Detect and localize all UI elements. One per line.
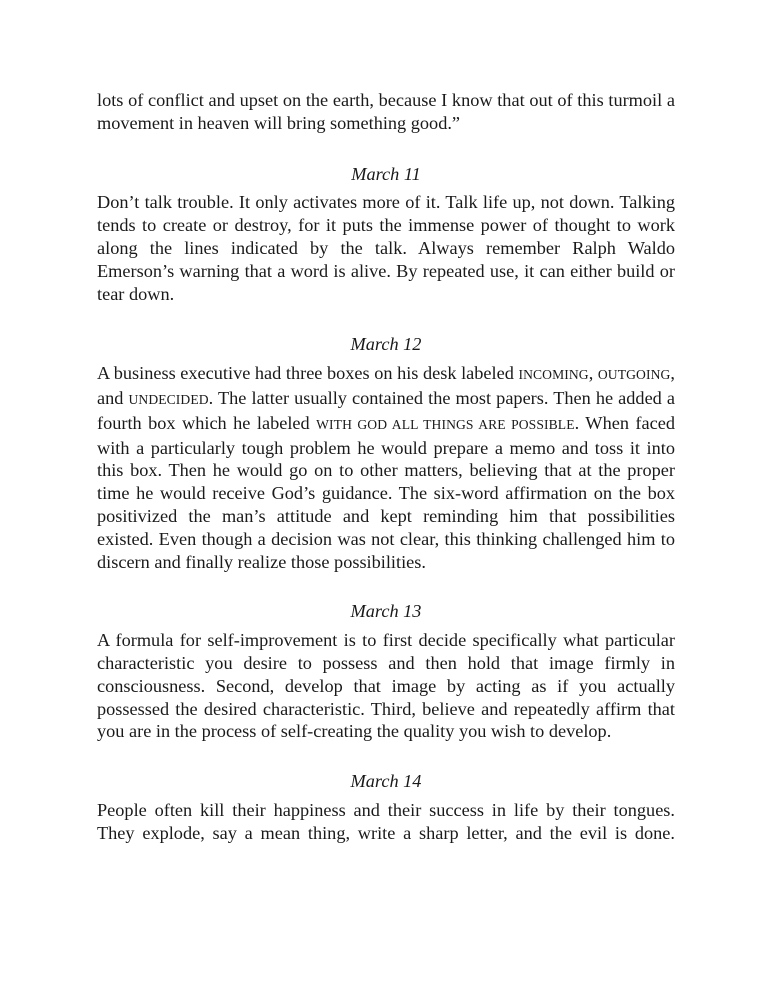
- text-segment: . When faced with a particularly tough problem he would prepare a memo and toss it into this box. Then he would go on to other matters, believing that at the proper time he would receive God’s guidance. The six-word affirmation on the box positivized the man’s attitude and kept reminding him that possibilities existed. Even though a decision was not clear, this thinking challenged him to discern and finally realize those possibilities.: [97, 412, 675, 572]
- box-label-with-god: WITH GOD ALL THINGS ARE POSSIBLE: [316, 416, 575, 432]
- opening-paragraph: lots of conflict and upset on the earth, because I know that out of this turmoil a movement in heaven will bring something good.”: [97, 90, 675, 133]
- entry-heading-march-12: March 12: [350, 334, 422, 355]
- entry-heading-march-14: March 14: [350, 771, 422, 792]
- box-label-incoming: INCOMING: [518, 367, 589, 383]
- text-segment: A business executive had three boxes on his desk labeled: [97, 363, 519, 384]
- entry-text-march-13: A formula for self-improvement is to first decide specifically what particular characteristic you desire to possess and then hold that image firmly in consciousness. Second, develop that image by acting as if you actually possessed the desired characteristic. Third, believe and repeatedly affirm that you are in the process of self-creating the quality you wish to develop.: [97, 630, 675, 742]
- text-segment: ,: [588, 363, 598, 384]
- text-segment: , and: [97, 363, 675, 408]
- text-segment: . The latter usually contained the most papers. Then he added a fourth box which he labeled: [97, 387, 676, 433]
- entry-heading-march-11: March 11: [351, 163, 421, 184]
- entry-text-march-14: People often kill their happiness and their success in life by their tongues. They explode, say a mean thing, write a sharp letter, and the evil is done.: [97, 799, 675, 843]
- entry-text-march-11: Don’t talk trouble. It only activates more of it. Talk life up, not down. Talking tends to create or destroy, for it puts the immense power of thought to work along the lines indicated by the talk. Always remember Ralph Waldo Emerson’s warning that a word is alive. By repeated use, it can either build or tear down.: [97, 192, 675, 304]
- entry-heading-march-13: March 13: [350, 601, 422, 622]
- box-label-outgoing: OUTGOING: [597, 367, 671, 383]
- box-label-undecided: UNDECIDED: [128, 391, 209, 407]
- entry-text-march-12: [97, 362, 675, 573]
- book-page: [97, 89, 675, 845]
